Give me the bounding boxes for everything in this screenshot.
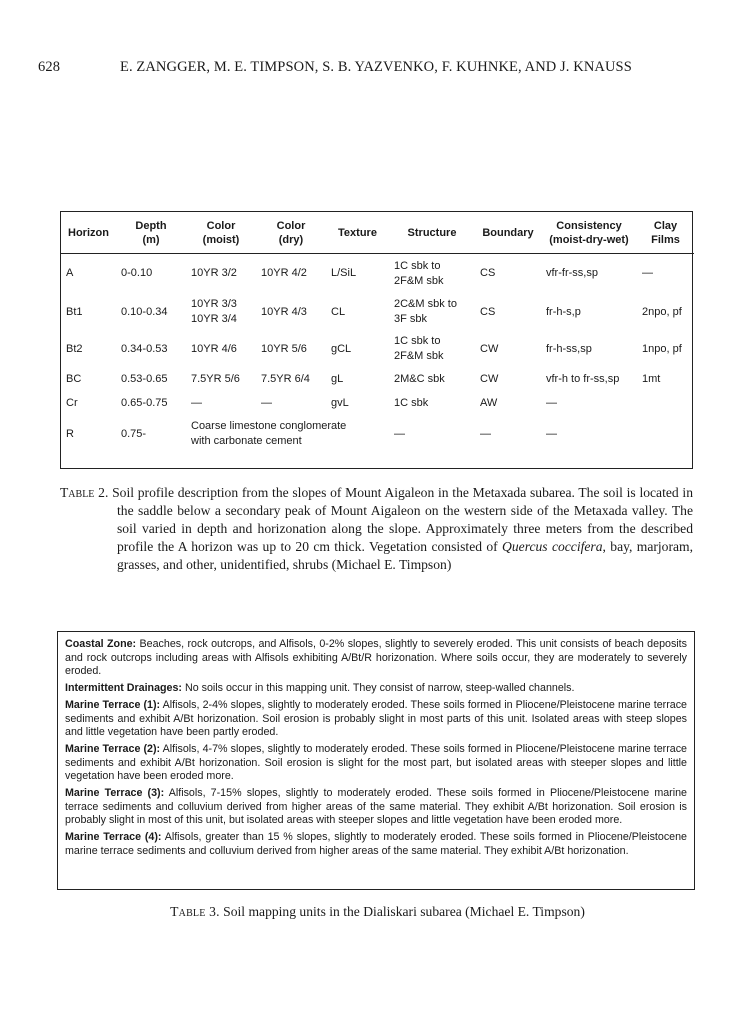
cell-horizon: Bt1 — [66, 305, 83, 318]
cell-structure: 1C sbk to 2F&M sbk — [394, 335, 444, 362]
col-header-texture: Texture — [326, 212, 389, 254]
caption-label: Table 2. — [60, 485, 109, 500]
cell-structure: 1C sbk to 2F&M sbk — [394, 259, 444, 287]
cell-structure: — — [394, 427, 405, 440]
cell-horizon: R — [66, 427, 74, 440]
table-row — [61, 415, 694, 453]
col-header-structure: Structure — [389, 212, 475, 254]
cell-horizon: Cr — [66, 396, 78, 409]
cell-consistency: fr-h-s,p — [546, 305, 581, 318]
cell-clay-films — [637, 415, 694, 453]
mapping-unit: Marine Terrace (1): Alfisols, 2-4% slopes, slightly to moderately eroded. These soils formed in Pliocene/Pleistocene marine terrace sediments and exhibit A/Bt horizonation. Soil erosion is probably slight in most parts of this unit. Isolated areas with steep slopes and little vegetation have been partly eroded. — [65, 698, 688, 739]
author-line: E. ZANGGER, M. E. TIMPSON, S. B. YAZVENKO, F. KUHNKE, AND J. KNAUSS — [120, 59, 632, 75]
cell-color-dry: — — [261, 396, 272, 409]
cell-structure: 1C sbk — [394, 396, 429, 409]
cell-color-dry: 10YR 4/3 — [261, 305, 307, 318]
cell-depth: 0-0.10 — [121, 267, 153, 279]
cell-consistency: vfr-fr-ss,sp — [546, 267, 598, 279]
cell-clay-films: — — [642, 267, 653, 279]
cell-clay-films: 1mt — [642, 372, 661, 385]
cell-boundary: AW — [480, 396, 498, 409]
caption-text: Soil profile description from the slopes of Mount Aigaleon in the Metaxada subarea. The soil is located in the saddle below a secondary peak of Mount Aigaleon on the western side of the Metaxada valley. The soil varied in depth and horizonation along the slope. Approximately three meters from the described profile the A horizon was up to 20 cm thick. Vegetation consisted of — [112, 485, 694, 554]
cell-boundary: CW — [480, 342, 499, 355]
table-2-caption — [60, 484, 693, 574]
col-header-depth: Depth (m) — [116, 212, 186, 254]
cell-color-dry: 10YR 5/6 — [261, 342, 307, 355]
cell-color-moist: 10YR 3/2 — [191, 267, 237, 279]
cell-clay-films: 1npo, pf — [642, 342, 682, 355]
cell-color-moist: 10YR 4/6 — [191, 342, 237, 355]
caption-text-end: , bay, marjoram, grasses, and other, unidentified, shrubs (Michael E. Timpson) — [117, 539, 693, 572]
table-row — [61, 254, 694, 294]
page-number: 628 — [38, 59, 61, 75]
cell-depth: 0.65-0.75 — [121, 396, 168, 409]
cell-consistency: — — [546, 396, 557, 409]
cell-boundary: — — [480, 427, 491, 440]
cell-depth: 0.53-0.65 — [121, 372, 168, 385]
col-header-boundary: Boundary — [475, 212, 541, 254]
table-2 — [60, 211, 693, 469]
table-3-caption — [0, 904, 755, 920]
cell-color-dry: 7.5YR 6/4 — [261, 372, 310, 385]
cell-clay-films — [637, 391, 694, 415]
mapping-unit: Marine Terrace (3): Alfisols, 7-15% slopes, slightly to moderately eroded. These soils formed in Pliocene/Pleistocene marine terrace sediments and colluvium derived from higher areas of the same material. They exhibit A/Bt horizonation. Soil erosion is probably slight in most of this unit, but isolated areas with steeper slopes and little vegetation have been eroded more. — [65, 787, 687, 827]
mapping-unit: Marine Terrace (4): Alfisols, greater than 15 % slopes, slightly to moderately eroded. These soils formed in Pliocene/Pleistocene marine terrace sediments and colluvium derived from higher areas of the same material. They exhibit A/Bt horizonation. — [65, 831, 687, 857]
table-row — [61, 367, 694, 391]
col-header-color-dry: Color (dry) — [256, 212, 326, 254]
cell-color-moist: 10YR 3/3 10YR 3/4 — [191, 298, 237, 325]
caption-species: Quercus coccifera — [502, 539, 603, 554]
cell-clay-films: 2npo, pf — [642, 305, 682, 318]
cell-depth: 0.75- — [121, 427, 147, 440]
mapping-unit: Marine Terrace (2): Alfisols, 4-7% slopes, slightly to moderately eroded. These soils formed in Pliocene/Pleistocene marine terrace sediments and exhibit A/Bt horizonation. Soil erosion is slight for the most part, but isolated areas with steeper slopes and little vegetation have been eroded more. — [65, 742, 688, 783]
cell-structure: 2M&C sbk — [394, 372, 445, 385]
cell-material: Coarse limestone conglomerate with carbonate cement — [191, 420, 347, 447]
cell-consistency: fr-h-ss,sp — [546, 342, 592, 355]
table-header-row — [61, 212, 694, 254]
col-header-horizon: Horizon — [61, 212, 116, 254]
cell-boundary: CS — [480, 267, 496, 279]
cell-color-dry: 10YR 4/2 — [261, 267, 307, 279]
cell-texture: gL — [331, 372, 344, 385]
cell-horizon: BC — [66, 372, 82, 385]
cell-horizon: A — [66, 267, 74, 279]
cell-structure: 2C&M sbk to 3F sbk — [394, 298, 457, 325]
mapping-unit: Intermittent Drainages: No soils occur in this mapping unit. They consist of narrow, steep-walled channels. — [65, 682, 575, 695]
cell-boundary: CS — [480, 305, 496, 318]
caption-label: Table 3. — [170, 904, 220, 919]
col-header-consistency: Consistency (moist-dry-wet) — [541, 212, 637, 254]
cell-depth: 0.34-0.53 — [121, 342, 168, 355]
cell-horizon: Bt2 — [66, 342, 83, 355]
cell-texture: gCL — [331, 342, 352, 355]
cell-color-moist: 7.5YR 5/6 — [191, 372, 240, 385]
table-row — [61, 293, 694, 331]
col-header-clay-films: Clay Films — [637, 212, 694, 254]
cell-consistency: vfr-h to fr-ss,sp — [546, 372, 620, 385]
cell-texture: CL — [331, 305, 346, 318]
mapping-unit: Coastal Zone: Beaches, rock outcrops, and Alfisols, 0-2% slopes, slightly to severely eroded. This unit consists of beach deposits and rock outcrops including areas with Alfisols exhibiting A/Bt/R horizonation. Where soils occur, they are moderately to severely eroded. — [65, 638, 687, 678]
cell-color-moist: — — [191, 396, 202, 409]
cell-boundary: CW — [480, 372, 499, 385]
cell-consistency: — — [546, 427, 557, 440]
table-row — [61, 391, 694, 415]
col-header-color-moist: Color (moist) — [186, 212, 256, 254]
table-row — [61, 331, 694, 367]
caption-text: Soil mapping units in the Dialiskari subarea (Michael E. Timpson) — [219, 904, 585, 919]
cell-texture: L/SiL — [331, 267, 357, 279]
cell-texture: gvL — [331, 396, 349, 409]
cell-depth: 0.10-0.34 — [121, 305, 168, 318]
table-3 — [57, 631, 695, 890]
